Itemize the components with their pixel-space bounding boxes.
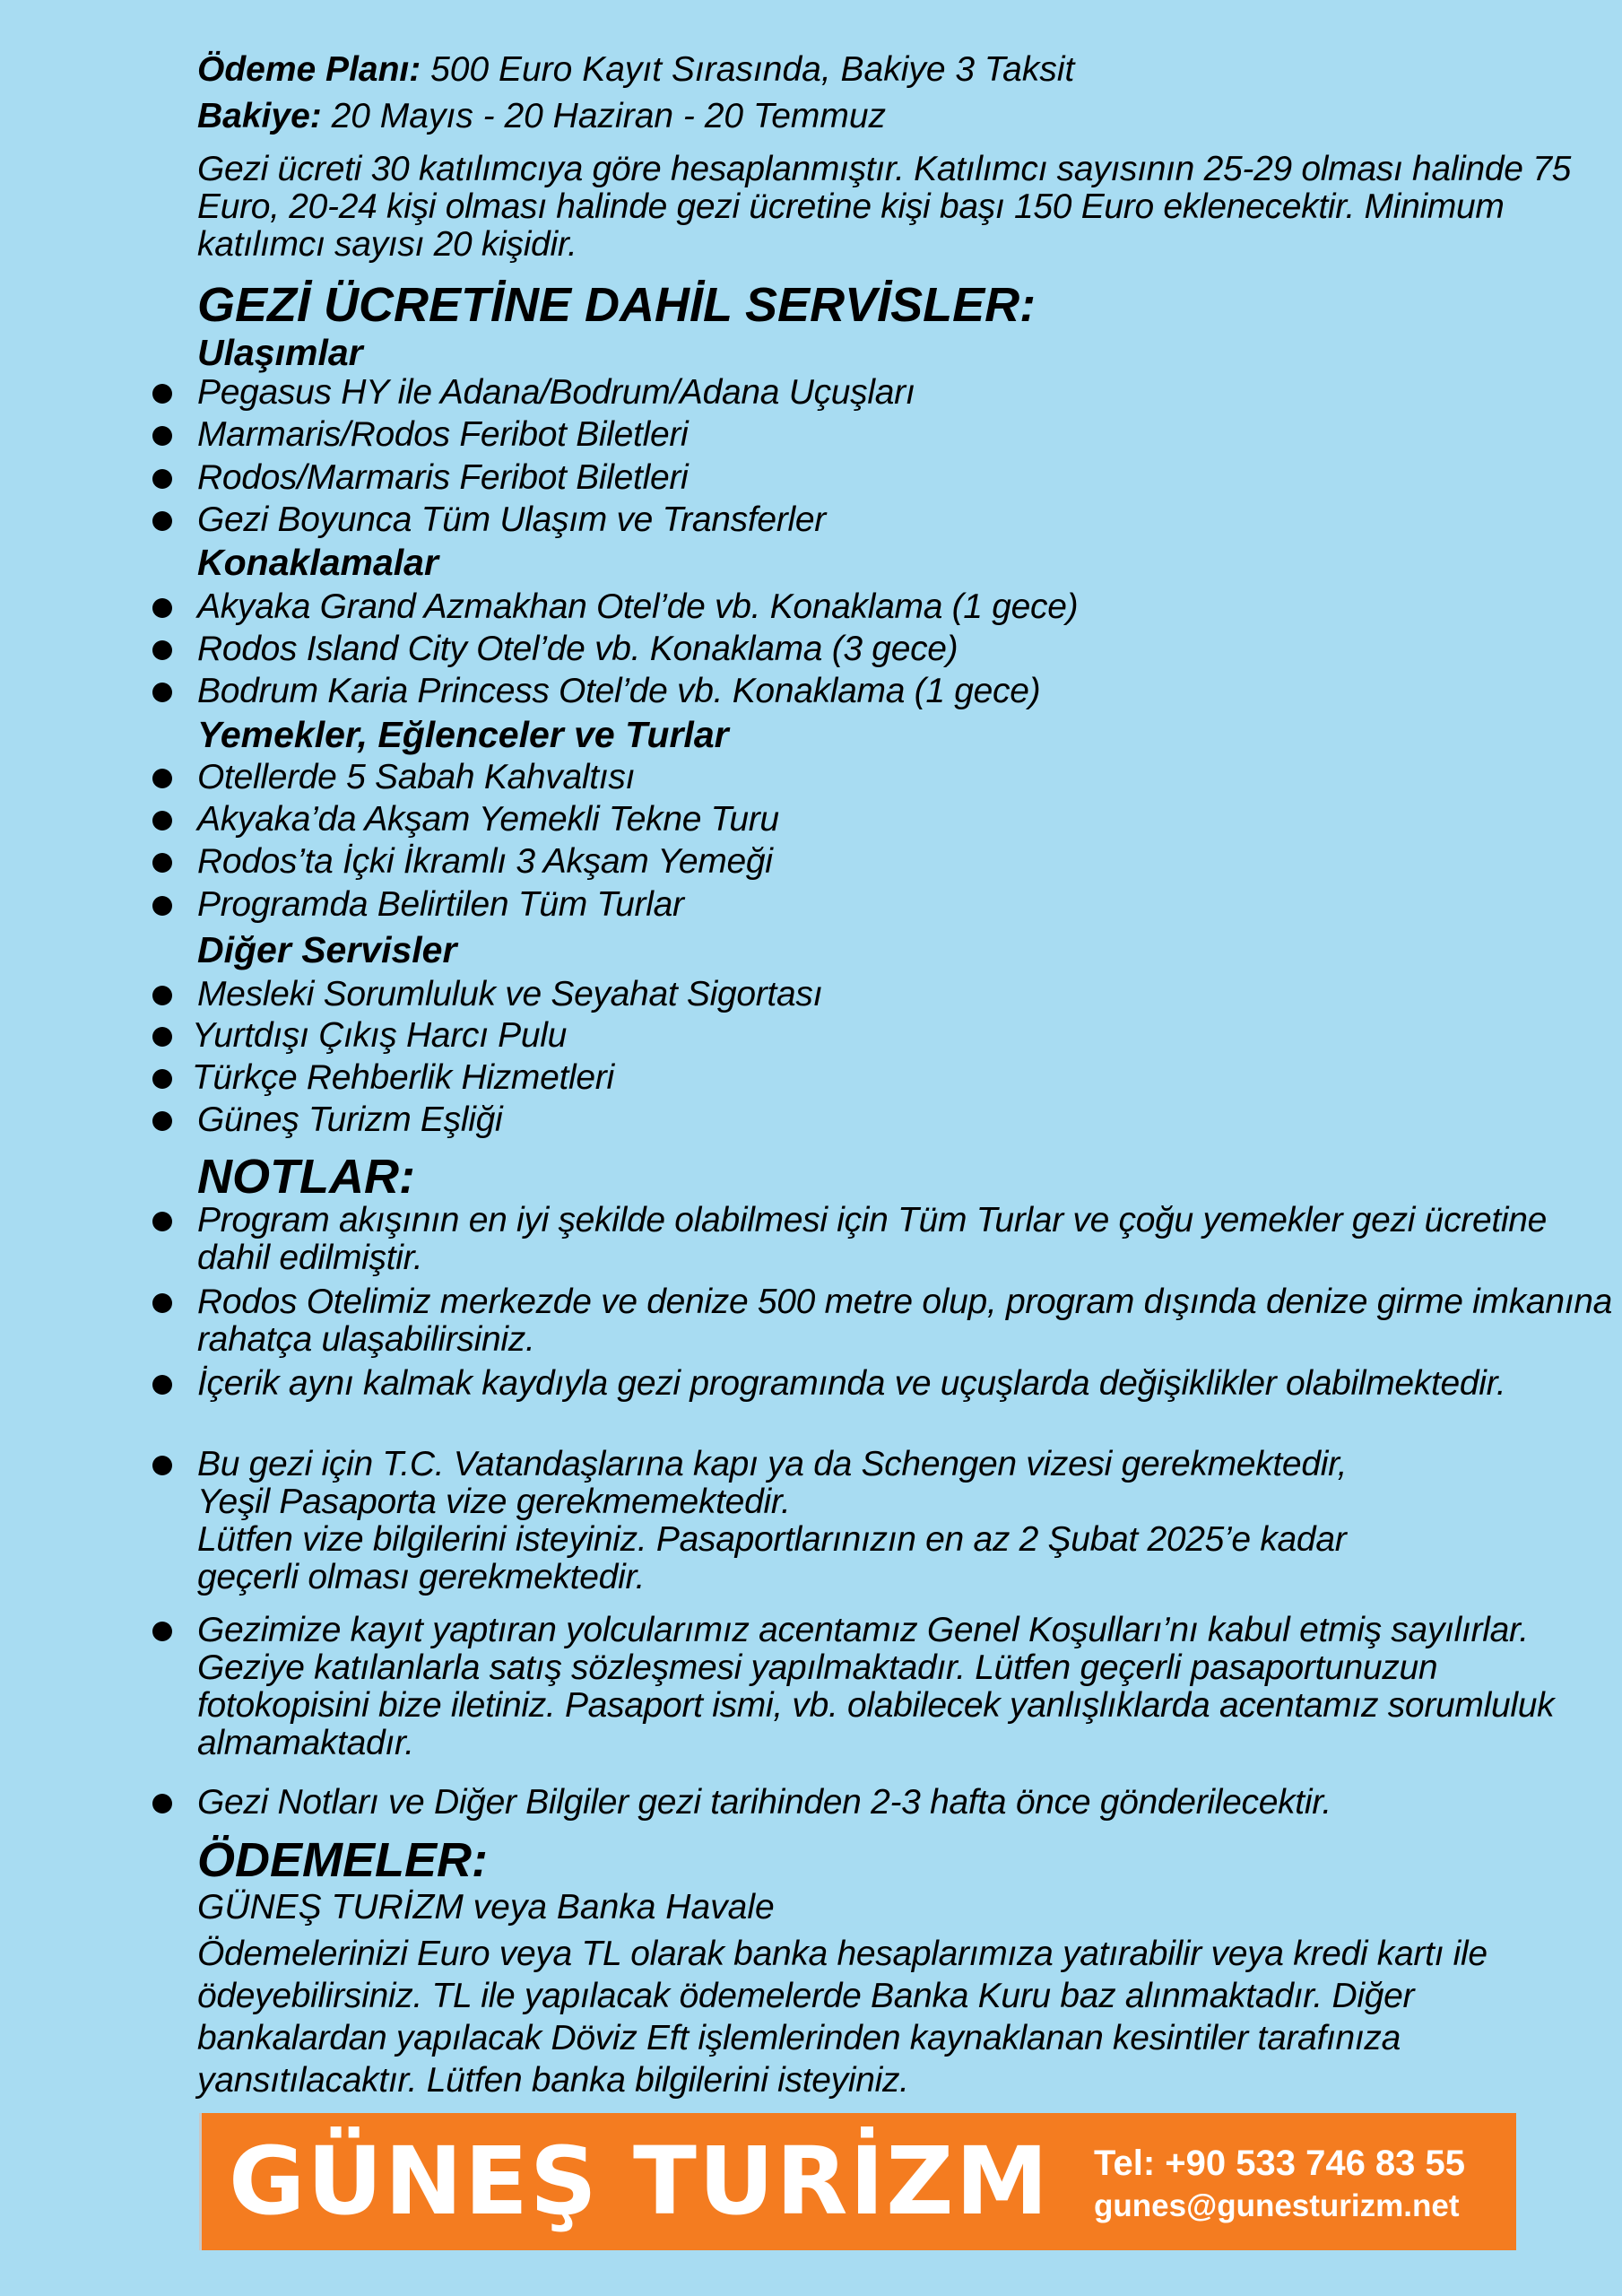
bullet-icon: [152, 896, 172, 916]
footer-banner: [199, 2113, 1516, 2250]
bullet-icon: [152, 426, 172, 446]
bullet-icon: [152, 1375, 172, 1395]
notes-title: NOTLAR:: [197, 1150, 415, 1204]
bullet-icon: [152, 1456, 172, 1475]
bullet-icon: [152, 1293, 172, 1313]
balance-label: Bakiye:: [197, 97, 322, 135]
bullet-icon: [152, 1111, 172, 1131]
group-title-accommodation: Konaklamalar: [197, 542, 438, 583]
bullet-icon: [152, 511, 172, 531]
bullet-icon: [152, 1794, 172, 1813]
contact-email[interactable]: gunes@gunesturizm.net: [1094, 2188, 1460, 2223]
bullet-icon: [152, 1622, 172, 1641]
tour-info-page: Ödeme Planı: 500 Euro Kayıt Sırasında, Bakiye 3 Taksit Bakiye: 20 Mayıs - 20 Haziran - 20 Temmuz Gezi ücreti 30 katılımcıya göre hesaplanmıştır. Katılımcı sayısının 25-29 olması halinde 75 Euro, 20-24 kişi olması halinde gezi ücretine kişi başı 150 Euro eklenecektir. Minimum katılımcı sayısı 20 kişidir. GEZİ ÜCRETİNE DAHİL SERVİSLER: Ulaşımlar Pegasus HY ile Adana/Bodrum/Adana Uçuşları Marmaris/Rodos Feribot Biletleri Rodos/Marmaris Feribot Biletleri Gezi Boyunca Tüm Ulaşım ve Transferler Konaklamalar Akyaka Grand Azmakhan Otel’de vb. Konaklama (1 gece) Rodos Island City Otel’de vb. Konaklama (3 gece) Bodrum Karia Princess Otel’de vb. Konaklama (1 gece) Yemekler, Eğlenceler ve Turlar Otellerde 5 Sabah Kahvaltısı Akyaka’da Akşam Yemekli Tekne Turu Rodos’ta İçki İkramlı 3 Akşam Yemeği Programda Belirtilen Tüm Turlar Diğer Servisler Mesleki Sorumluluk ve Seyahat Sigortası Yurtdışı Çıkış Harcı Pulu Türkçe Rehberlik Hizmetleri Güneş Turizm Eşliği NOTLAR: Program akışının en iyi şekilde olabilmesi için Tüm Turlar ve çoğu yemekler gezi ücretine dahil edilmiştir. Rodos Otelimiz merkezde ve denize 500 metre olup, program dışında denize girme imkanına rahatça ulaşabilirsiniz. İçerik aynı kalmak kaydıyla gezi programında ve uçuşlarda değişiklikler olabilmektedir. Bu gezi için T.C. Vatandaşlarına kapı ya da Schengen vizesi gerekmektedir, Yeşil Pasaporta vize gerekmemektedir. Lütfen vize bilgilerini isteyiniz. Pasaportlarınızın en az 2 Şubat 2025’e kadar geçerli olması gerekmektedir. Gezimize kayıt yaptıran yolcularımız acentamız Genel Koşulları’nı kabul etmiş sayılırlar. Geziye katılanlarla satış sözleşmesi yapılmaktadır. Lütfen geçerli pasaportunuzun fotokopisini bize iletiniz. Pasaport ismi, vb. olabilecek yanlışlıklarda acentamız sorumluluk almamaktadır. Gezi Notları ve Diğer Bilgiler gezi tarihinden 2-3 hafta önce gönderilecektir. ÖDEMELER: GÜNEŞ TURİZM veya Banka Havale Ödemelerinizi Euro veya TL olarak banka hesaplarımıza yatırabilir veya kredi kartı ile ödeyebilirsiniz. TL ile yapılacak ödemelerde Banka Kuru baz alınmaktadır. Diğer bankalardan yapılacak Döviz Eft işlemlerinden kaynaklanan kesintiler tarafınıza yansıtılacaktır. Lütfen banka bilgilerini isteyiniz. GÜNEŞ TURİZM Tel: +90 533 746 83 55 gunes@gunesturizm.net: [0, 0, 1622, 2296]
note-visa-line-1: Bu gezi için T.C. Vatandaşlarına kapı ya da Schengen vizesi gerekmektedir,: [197, 1445, 1348, 1483]
bullet-icon: [152, 769, 172, 788]
balance-value: 20 Mayıs - 20 Haziran - 20 Temmuz: [321, 97, 887, 135]
balance-line: [197, 98, 886, 135]
note-visa-line-2: Yeşil Pasaporta vize gerekmemektedir.: [197, 1483, 791, 1521]
payments-text: Ödemelerinizi Euro veya TL olarak banka hesaplarımıza yatırabilir veya kredi kartı ile ödeyebilirsiniz. TL ile yapılacak ödemelerde Banka Kuru baz alınmaktadır. Diğer bankalardan yapılacak Döviz Eft işlemlerinden kaynaklanan kesintiler tarafınıza yansıtılacaktır. Lütfen banka bilgilerini isteyiniz.: [197, 1935, 1488, 2100]
bullet-icon: [152, 683, 172, 702]
payment-plan-line: [197, 51, 1074, 89]
contact-phone[interactable]: Tel: +90 533 746 83 55: [1094, 2144, 1466, 2183]
bullet-icon: [152, 853, 172, 873]
payment-plan-value: 500 Euro Kayıt Sırasında, Bakiye 3 Taksit: [421, 50, 1075, 89]
note-visa-line-3: Lütfen vize bilgilerini isteyiniz. Pasaportlarınızın en az 2 Şubat 2025’e kadar geçerli olması gerekmektedir.: [197, 1520, 1347, 1596]
bullet-icon: [152, 384, 172, 404]
pricing-note: Gezi ücreti 30 katılımcıya göre hesaplanmıştır. Katılımcı sayısının 25-29 olması halinde 75 Euro, 20-24 kişi olması halinde gezi ücretine kişi başı 150 Euro eklenecektir. Minimum katılımcı sayısı 20 kişidir.: [197, 150, 1571, 264]
bullet-icon: [152, 811, 172, 831]
payments-title: ÖDEMELER:: [197, 1833, 488, 1887]
bullet-icon: [152, 986, 172, 1005]
bullet-icon: [152, 598, 172, 618]
bullet-icon: [152, 640, 172, 660]
services-title: GEZİ ÜCRETİNE DAHİL SERVİSLER:: [197, 278, 1037, 332]
bullet-icon: [152, 1212, 172, 1231]
payment-plan-label: Ödeme Planı:: [197, 50, 421, 89]
group-title-transport: Ulaşımlar: [197, 332, 363, 373]
bullet-icon: [152, 1069, 172, 1089]
group-title-meals: Yemekler, Eğlenceler ve Turlar: [197, 714, 729, 755]
bullet-icon: [152, 469, 172, 489]
bullet-icon: [152, 1027, 172, 1047]
brand-logo: GÜNEŞ TURİZM: [229, 2126, 1051, 2236]
payments-method: GÜNEŞ TURİZM veya Banka Havale: [197, 1888, 775, 1926]
group-title-other: Diğer Servisler: [197, 929, 457, 970]
